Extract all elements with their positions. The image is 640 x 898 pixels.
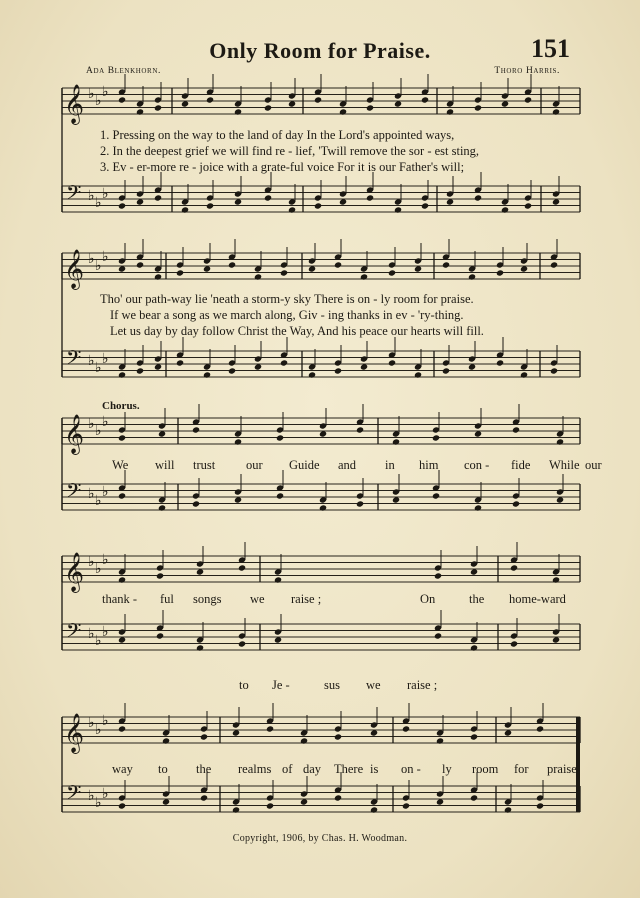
note-head bbox=[154, 104, 162, 111]
flat-icon: ♭ bbox=[88, 417, 95, 432]
note-head bbox=[556, 438, 564, 445]
note-head bbox=[192, 426, 200, 433]
note-head bbox=[334, 794, 342, 801]
note-head bbox=[254, 363, 262, 370]
note-head bbox=[181, 100, 189, 107]
note-head bbox=[388, 359, 396, 366]
note-head bbox=[136, 108, 144, 115]
note-head bbox=[288, 100, 296, 107]
note-head bbox=[442, 367, 450, 374]
verse-2-line-2: If we bear a song as we march along, Giv - ing thanks in ev - 'ry-thing. bbox=[110, 308, 464, 322]
lyric-syllable: thank - bbox=[102, 592, 138, 606]
note-head bbox=[334, 733, 342, 740]
note-head bbox=[266, 725, 274, 732]
note-head bbox=[274, 576, 282, 583]
note-head bbox=[552, 108, 560, 115]
treble-staff bbox=[62, 418, 580, 444]
note-head bbox=[176, 359, 184, 366]
flat-icon: ♭ bbox=[88, 627, 95, 642]
note-head bbox=[370, 806, 378, 813]
note-head bbox=[436, 737, 444, 744]
note-head bbox=[356, 426, 364, 433]
note-head bbox=[238, 564, 246, 571]
verse-3-line-2: Let us day by day follow Christ the Way, And his peace our hearts will fill. bbox=[110, 324, 484, 338]
lyric-syllable: Je - bbox=[272, 678, 290, 692]
note-head bbox=[468, 363, 476, 370]
note-head bbox=[228, 367, 236, 374]
lyric-syllable: raise ; bbox=[291, 592, 322, 606]
note-head bbox=[370, 729, 378, 736]
note-head bbox=[118, 96, 126, 103]
lyric-syllable: way bbox=[112, 762, 133, 776]
note-head bbox=[154, 273, 162, 280]
note-head bbox=[446, 108, 454, 115]
note-head bbox=[510, 564, 518, 571]
note-head bbox=[118, 434, 126, 441]
treble-staff bbox=[62, 556, 580, 582]
note-head bbox=[468, 273, 476, 280]
note-head bbox=[524, 202, 532, 209]
lyric-syllable: On bbox=[420, 592, 436, 606]
note-head bbox=[154, 194, 162, 201]
lyric-syllable: and bbox=[338, 458, 357, 472]
note-head bbox=[501, 206, 509, 213]
note-head bbox=[319, 504, 327, 511]
lyric-syllable: praise. bbox=[547, 762, 580, 776]
lyric-syllable: on - bbox=[401, 762, 421, 776]
note-head bbox=[496, 359, 504, 366]
composer: Thoro Harris. bbox=[494, 66, 560, 76]
note-head bbox=[264, 104, 272, 111]
note-head bbox=[421, 96, 429, 103]
treble-clef-icon: 𝄞 bbox=[64, 84, 85, 124]
note-head bbox=[434, 632, 442, 639]
verse-2-line-1: 2. In the deepest grief we will find re - lief, 'Twill remove the sor - est sting, bbox=[100, 144, 480, 158]
note-head bbox=[254, 273, 262, 280]
lyric-syllable: songs bbox=[193, 592, 222, 606]
note-head bbox=[234, 198, 242, 205]
note-head bbox=[196, 568, 204, 575]
flat-icon: ♭ bbox=[88, 487, 95, 502]
note-head bbox=[156, 632, 164, 639]
bass-clef-icon: 𝄢 bbox=[66, 181, 82, 209]
note-head bbox=[274, 636, 282, 643]
lyric-syllable: the bbox=[196, 762, 212, 776]
lyric-syllable: we bbox=[250, 592, 265, 606]
note-head bbox=[392, 496, 400, 503]
note-head bbox=[421, 202, 429, 209]
copyright-notice: Copyright, 1906, by Chas. H. Woodman. bbox=[232, 833, 408, 844]
lyric-syllable: realms bbox=[238, 762, 272, 776]
note-head bbox=[118, 202, 126, 209]
note-head bbox=[234, 496, 242, 503]
lyric-syllable: day bbox=[303, 762, 322, 776]
flat-icon: ♭ bbox=[88, 354, 95, 369]
flat-icon: ♭ bbox=[102, 85, 109, 100]
note-head bbox=[552, 198, 560, 205]
note-head bbox=[300, 737, 308, 744]
note-head bbox=[434, 572, 442, 579]
note-head bbox=[339, 198, 347, 205]
note-head bbox=[264, 194, 272, 201]
lyric-syllable: While bbox=[549, 458, 580, 472]
note-head bbox=[366, 104, 374, 111]
flat-icon: ♭ bbox=[102, 625, 109, 640]
note-head bbox=[520, 371, 528, 378]
flat-icon: ♭ bbox=[102, 415, 109, 430]
note-head bbox=[536, 725, 544, 732]
note-head bbox=[550, 367, 558, 374]
note-head bbox=[288, 206, 296, 213]
note-head bbox=[136, 198, 144, 205]
note-head bbox=[339, 108, 347, 115]
note-head bbox=[550, 261, 558, 268]
note-head bbox=[192, 500, 200, 507]
flat-icon: ♭ bbox=[88, 87, 95, 102]
flat-icon: ♭ bbox=[95, 723, 102, 738]
note-head bbox=[402, 725, 410, 732]
note-head bbox=[200, 794, 208, 801]
note-head bbox=[181, 206, 189, 213]
note-head bbox=[496, 269, 504, 276]
lyric-syllable: There bbox=[334, 762, 364, 776]
note-head bbox=[552, 636, 560, 643]
note-head bbox=[552, 576, 560, 583]
flat-icon: ♭ bbox=[95, 196, 102, 211]
note-head bbox=[203, 265, 211, 272]
note-head bbox=[470, 733, 478, 740]
lyric-syllable: ful bbox=[160, 592, 174, 606]
lyric-syllable: is bbox=[370, 762, 379, 776]
bass-staff bbox=[62, 484, 580, 510]
note-head bbox=[414, 371, 422, 378]
note-head bbox=[176, 269, 184, 276]
note-head bbox=[196, 644, 204, 651]
note-head bbox=[158, 430, 166, 437]
lyric-syllable: raise ; bbox=[407, 678, 438, 692]
note-head bbox=[200, 733, 208, 740]
note-head bbox=[206, 202, 214, 209]
lyric-syllable: We bbox=[112, 458, 129, 472]
flat-icon: ♭ bbox=[95, 361, 102, 376]
lyric-syllable: to bbox=[239, 678, 249, 692]
note-head bbox=[360, 363, 368, 370]
note-head bbox=[314, 202, 322, 209]
lyric-syllable: we bbox=[366, 678, 381, 692]
flat-icon: ♭ bbox=[95, 562, 102, 577]
note-head bbox=[470, 568, 478, 575]
note-head bbox=[162, 798, 170, 805]
note-head bbox=[156, 572, 164, 579]
hymn-title: Only Room for Praise. bbox=[209, 38, 431, 63]
flat-icon: ♭ bbox=[102, 787, 109, 802]
note-head bbox=[276, 492, 284, 499]
verse-1-line-1: 1. Pressing on the way to the land of day In the Lord's appointed ways, bbox=[100, 128, 455, 142]
note-head bbox=[436, 798, 444, 805]
note-head bbox=[334, 367, 342, 374]
note-head bbox=[314, 96, 322, 103]
note-head bbox=[334, 261, 342, 268]
note-head bbox=[394, 100, 402, 107]
note-head bbox=[474, 104, 482, 111]
note-head bbox=[280, 269, 288, 276]
flat-icon: ♭ bbox=[95, 424, 102, 439]
note-head bbox=[234, 438, 242, 445]
note-head bbox=[238, 640, 246, 647]
note-head bbox=[118, 371, 126, 378]
note-head bbox=[474, 194, 482, 201]
lyric-syllable: sus bbox=[324, 678, 340, 692]
lyric-syllable: of bbox=[282, 762, 293, 776]
lyric-syllable: for bbox=[514, 762, 529, 776]
note-head bbox=[536, 802, 544, 809]
note-head bbox=[524, 96, 532, 103]
note-head bbox=[470, 644, 478, 651]
note-head bbox=[512, 500, 520, 507]
note-head bbox=[158, 504, 166, 511]
lyric-syllable: con - bbox=[464, 458, 490, 472]
lyric-syllable: home-ward bbox=[509, 592, 566, 606]
lyric-syllable: our bbox=[246, 458, 263, 472]
note-head bbox=[118, 636, 126, 643]
note-head bbox=[520, 265, 528, 272]
note-head bbox=[356, 500, 364, 507]
note-head bbox=[501, 100, 509, 107]
note-head bbox=[276, 434, 284, 441]
note-head bbox=[206, 96, 214, 103]
lyric-syllable: him bbox=[419, 458, 439, 472]
bass-clef-icon: 𝄢 bbox=[66, 346, 82, 374]
flat-icon: ♭ bbox=[88, 555, 95, 570]
lyric-syllable: in bbox=[385, 458, 395, 472]
lyric-syllable: trust bbox=[193, 458, 216, 472]
note-head bbox=[118, 576, 126, 583]
note-head bbox=[162, 737, 170, 744]
treble-clef-icon: 𝄞 bbox=[64, 414, 85, 454]
bass-clef-icon: 𝄢 bbox=[66, 781, 82, 809]
treble-clef-icon: 𝄞 bbox=[64, 552, 85, 592]
lyric-syllable: will bbox=[155, 458, 175, 472]
flat-icon: ♭ bbox=[102, 485, 109, 500]
lyric-syllable: ly bbox=[442, 762, 452, 776]
lyricist: Ada Blenkhorn. bbox=[86, 66, 161, 76]
flat-icon: ♭ bbox=[95, 634, 102, 649]
lyric-syllable: room bbox=[472, 762, 499, 776]
lyric-syllable: Guide bbox=[289, 458, 320, 472]
note-head bbox=[414, 265, 422, 272]
note-head bbox=[388, 269, 396, 276]
flat-icon: ♭ bbox=[102, 250, 109, 265]
note-head bbox=[280, 359, 288, 366]
flat-icon: ♭ bbox=[88, 789, 95, 804]
bass-clef-icon: 𝄢 bbox=[66, 619, 82, 647]
lyric-syllable: fide bbox=[511, 458, 531, 472]
note-head bbox=[470, 794, 478, 801]
note-head bbox=[394, 206, 402, 213]
note-head bbox=[228, 261, 236, 268]
note-head bbox=[308, 265, 316, 272]
lyric-syllable: the bbox=[469, 592, 485, 606]
note-head bbox=[118, 802, 126, 809]
note-head bbox=[232, 729, 240, 736]
note-head bbox=[319, 430, 327, 437]
note-head bbox=[366, 194, 374, 201]
note-head bbox=[234, 108, 242, 115]
note-head bbox=[136, 367, 144, 374]
verse-3-line-1: 3. Ev - er-more re - joice with a grate-ful voice For it is our Father's will; bbox=[100, 160, 465, 174]
note-head bbox=[136, 261, 144, 268]
flat-icon: ♭ bbox=[88, 252, 95, 267]
flat-icon: ♭ bbox=[95, 494, 102, 509]
note-head bbox=[510, 640, 518, 647]
note-head bbox=[118, 265, 126, 272]
verse-1-line-2: Tho' our path-way lie 'neath a storm-y sky There is on - ly room for praise. bbox=[100, 292, 474, 306]
flat-icon: ♭ bbox=[95, 259, 102, 274]
flat-icon: ♭ bbox=[88, 716, 95, 731]
flat-icon: ♭ bbox=[88, 189, 95, 204]
hymn-number: 151 bbox=[531, 34, 570, 63]
flat-icon: ♭ bbox=[95, 796, 102, 811]
chorus-label: Chorus. bbox=[102, 400, 140, 412]
note-head bbox=[474, 504, 482, 511]
note-head bbox=[266, 802, 274, 809]
note-head bbox=[432, 492, 440, 499]
note-head bbox=[504, 806, 512, 813]
bass-staff bbox=[62, 624, 580, 650]
note-head bbox=[300, 798, 308, 805]
note-head bbox=[308, 371, 316, 378]
note-head bbox=[118, 492, 126, 499]
treble-staff bbox=[62, 717, 580, 743]
note-head bbox=[203, 371, 211, 378]
bass-staff bbox=[62, 786, 580, 812]
note-head bbox=[360, 273, 368, 280]
flat-icon: ♭ bbox=[102, 187, 109, 202]
note-head bbox=[232, 806, 240, 813]
note-head bbox=[392, 438, 400, 445]
note-head bbox=[474, 430, 482, 437]
note-head bbox=[118, 725, 126, 732]
note-head bbox=[154, 363, 162, 370]
note-head bbox=[442, 261, 450, 268]
flat-icon: ♭ bbox=[102, 352, 109, 367]
treble-clef-icon: 𝄞 bbox=[64, 249, 85, 289]
note-head bbox=[512, 426, 520, 433]
bass-clef-icon: 𝄢 bbox=[66, 479, 82, 507]
flat-icon: ♭ bbox=[95, 94, 102, 109]
flat-icon: ♭ bbox=[102, 553, 109, 568]
note-head bbox=[504, 729, 512, 736]
note-head bbox=[402, 802, 410, 809]
note-head bbox=[556, 496, 564, 503]
lyric-syllable: to bbox=[158, 762, 168, 776]
lyric-syllable: our bbox=[585, 458, 602, 472]
note-head bbox=[432, 434, 440, 441]
note-head bbox=[446, 198, 454, 205]
treble-clef-icon: 𝄞 bbox=[64, 713, 85, 753]
flat-icon: ♭ bbox=[102, 714, 109, 729]
